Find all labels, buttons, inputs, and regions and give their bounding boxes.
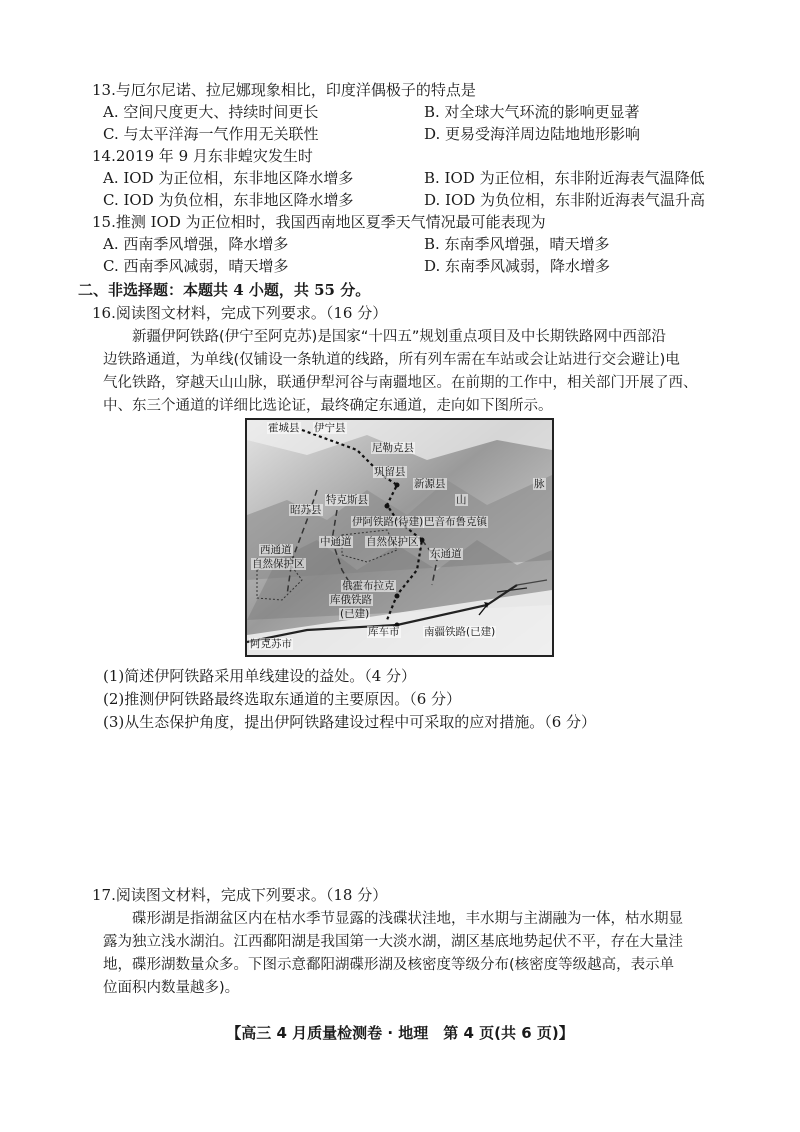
q16-material: [103, 326, 719, 418]
q17-line-3: 地，碟形湖数量众多。下图示意鄱阳湖碟形湖及核密度等级分布(核密度等级越高，表示单: [103, 957, 675, 973]
map-label-yiarail: 伊阿铁路(待建): [352, 516, 424, 528]
q14-stem: 14.2019 年 9 月东非蝗灾发生时: [92, 147, 313, 165]
map-label-gongliu: 巩留县: [374, 466, 406, 478]
q16-line-3: 气化铁路，穿越天山山脉，联通伊犁河谷与南疆地区。在前期的工作中，相关部门开展了西、: [103, 375, 698, 391]
map-label-kuche: 库车市: [368, 626, 400, 638]
map-label-eyibulake: 俄霍布拉克: [342, 580, 395, 592]
q17-material: [103, 908, 719, 1000]
q13-option-d: D. 更易受海洋周边陆地地形影响: [424, 125, 641, 143]
map-label-yijian: (已建): [340, 608, 370, 620]
section-heading: 二、非选择题：本题共 4 小题，共 55 分。: [78, 281, 371, 299]
map-label-xiziran: 自然保护区: [252, 558, 305, 570]
map-label-dongtongdao: 东通道: [430, 548, 462, 560]
q15-option-d: D. 东南季风减弱，降水增多: [424, 257, 611, 275]
q13-option-c: C. 与太平洋海一气作用无关联性: [103, 125, 319, 143]
q14-option-d: D. IOD 为负位相，东非附近海表气温升高: [424, 191, 706, 209]
map-label-xitongdao: 西通道: [260, 544, 292, 556]
map-label-bayinbuluke: 巴音布鲁克镇: [424, 516, 487, 528]
q16-line-4: 中、东三个通道的详细比选论证，最终确定东通道，走向如下图所示。: [103, 398, 553, 414]
q15-option-a: A. 西南季风增强，降水增多: [103, 235, 289, 253]
map-label-yining: 伊宁县: [314, 422, 346, 434]
map-label-kueirail: 库俄铁路: [330, 594, 372, 606]
q13-option-b: B. 对全球大气环流的影响更显著: [424, 103, 640, 121]
map-label-nanjiang: 南疆铁路(已建): [424, 626, 496, 638]
map-label-nileke: 尼勒克县: [372, 442, 414, 454]
q15-option-c: C. 西南季风减弱，晴天增多: [103, 257, 289, 275]
map-label-ziranbaohuqu: 自然保护区: [366, 536, 419, 548]
map-label-huocheng: 霍城县: [268, 422, 300, 434]
map-label-zhaosu: 昭苏县: [290, 504, 322, 516]
q15-option-b: B. 东南季风增强，晴天增多: [424, 235, 610, 253]
map-label-shan2: 山: [456, 494, 467, 506]
q17-line-2: 露为独立浅水湖泊。江西鄱阳湖是我国第一大淡水湖，湖区基底地势起伏不平，存在大量洼: [103, 934, 683, 950]
q16-line-2: 边铁路通道，为单线(仅铺设一条轨道的线路，所有列车需在车站或会让站进行交会避让)电: [103, 352, 680, 368]
map-label-mai: 脉: [534, 478, 545, 490]
q13-option-a: A. 空间尺度更大、持续时间更长: [103, 103, 319, 121]
q14-option-a: A. IOD 为正位相，东非地区降水增多: [103, 169, 354, 187]
q16-sub3: (3)从生态保护角度，提出伊阿铁路建设过程中可采取的应对措施。（6 分）: [103, 713, 597, 731]
q16-stem: 16.阅读图文材料，完成下列要求。（16 分）: [92, 304, 388, 322]
page-footer: 【高三 4 月质量检测卷 · 地理 第 4 页(共 6 页)】: [226, 1024, 574, 1042]
map-label-zhongtongdao: 中通道: [320, 536, 352, 548]
q17-line-4: 位面积内数量越多)。: [103, 980, 240, 996]
q14-option-c: C. IOD 为负位相，东非地区降水增多: [103, 191, 354, 209]
q16-sub2: (2)推测伊阿铁路最终选取东通道的主要原因。（6 分）: [103, 690, 462, 708]
q13-stem: 13.与厄尔尼诺、拉尼娜现象相比，印度洋偶极子的特点是: [92, 81, 476, 99]
q14-option-b: B. IOD 为正位相，东非附近海表气温降低: [424, 169, 705, 187]
q15-stem: 15.推测 IOD 为正位相时，我国西南地区夏季天气情况最可能表现为: [92, 213, 546, 231]
q17-stem: 17.阅读图文材料，完成下列要求。（18 分）: [92, 886, 388, 904]
q17-line-1: 碟形湖是指湖盆区内在枯水季节显露的浅碟状洼地，丰水期与主湖融为一体，枯水期显: [132, 911, 683, 927]
map-label-tekesi: 特克斯县: [326, 494, 368, 506]
q16-sub1: (1)简述伊阿铁路采用单线建设的益处。（4 分）: [103, 667, 417, 685]
map-label-xinyuan: 新源县: [414, 478, 446, 490]
railway-route-map: [245, 418, 554, 657]
q16-line-1: 新疆伊阿铁路(伊宁至阿克苏)是国家“十四五”规划重点项目及中长期铁路网中西部沿: [132, 329, 666, 345]
map-label-akesu: 阿克苏市: [250, 638, 292, 650]
